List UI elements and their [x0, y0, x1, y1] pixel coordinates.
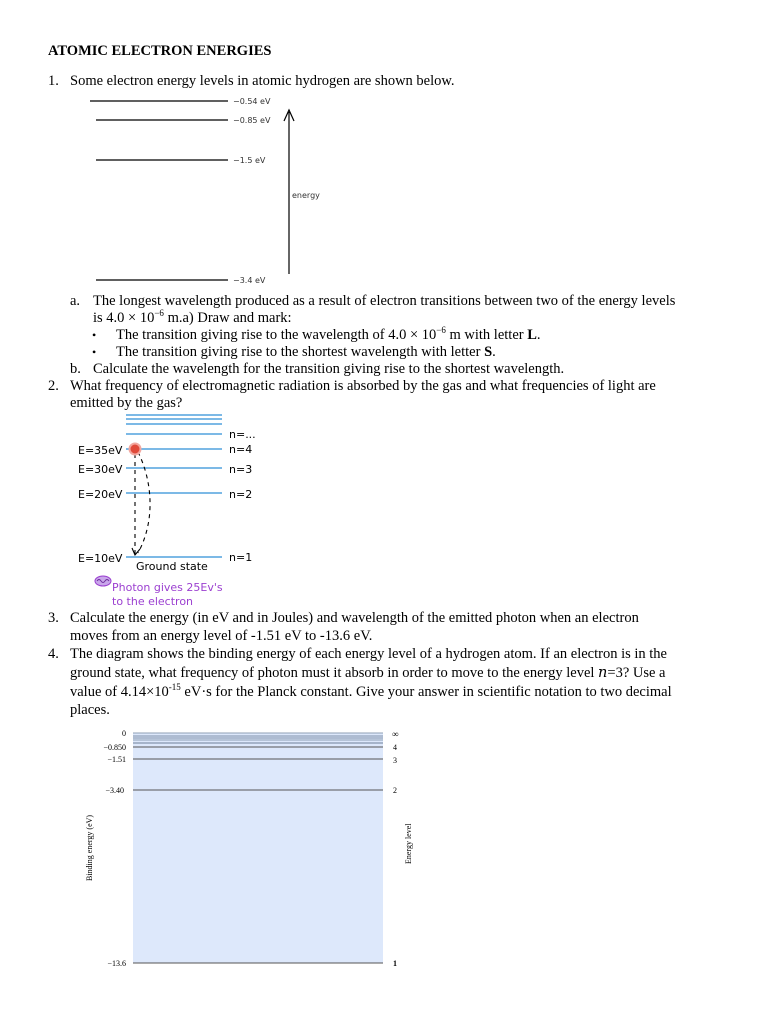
level-1: 1 [393, 959, 397, 968]
question-2-line2: emitted by the gas? [70, 395, 183, 411]
q1a-bullet1: The transition giving rise to the wavelength of $4.0 \times 10^{-6}$ m with letter L. [116, 325, 541, 343]
question-3-line2: moves from an energy level of -1.51 eV to -13.6 eV. [70, 628, 373, 644]
energy-region-fill [133, 733, 383, 963]
level-label-085: −0.85 eV [233, 116, 271, 125]
n-label-3: n=3 [229, 463, 253, 476]
question-1-text: Some electron energy levels in atomic hydrogen are shown below. [70, 73, 455, 89]
q2-energy-level-diagram [74, 410, 274, 610]
n-label-2: n=2 [229, 488, 253, 501]
question-1-number: 1. [48, 73, 59, 89]
level-3: 3 [393, 756, 397, 765]
value-136: −13.6 [107, 959, 126, 968]
n-label-1: n=1 [229, 551, 253, 564]
level-label-15: −1.5 eV [233, 156, 266, 165]
energy-label-30: E=30eV [78, 463, 123, 476]
electron-dot [130, 444, 141, 455]
energy-label-35: E=35eV [78, 444, 123, 457]
q1b-label: b. [70, 361, 81, 377]
energy-label-10: E=10eV [78, 552, 123, 565]
question-2-line1: What frequency of electromagnetic radiation is absorbed by the gas and what frequencies of light are [70, 378, 656, 394]
question-3-number: 3. [48, 610, 59, 626]
energy-level-axis-label: Energy level [404, 823, 413, 864]
level-label-054: −0.54 eV [233, 97, 271, 106]
question-2-number: 2. [48, 378, 59, 394]
level-inf: ∞ [392, 729, 399, 739]
energy-label-20: E=20eV [78, 488, 123, 501]
question-4-line2: ground state, what frequency of photon must it absorb in order to move to the energy level n=3? Use a [70, 665, 666, 681]
q1b-text: Calculate the wavelength for the transition giving rise to the shortest wavelength. [93, 361, 565, 377]
question-4-line3: value of $4.14\times 10^{-15}$ eV·s for the Planck constant. Give your answer in scientific notation to two decimal [70, 682, 672, 700]
value-0850: −0.850 [103, 743, 126, 752]
level-2: 2 [393, 786, 397, 795]
page-title: ATOMIC ELECTRON ENERGIES [48, 43, 272, 59]
question-4-number: 4. [48, 646, 59, 662]
q1a-label: a. [70, 293, 81, 309]
level-label-34: −3.4 eV [233, 276, 266, 285]
value-0: 0 [122, 729, 126, 738]
photon-text-line2: to the electron [112, 595, 194, 608]
n-label-dots: n=... [229, 428, 256, 441]
bullet-1: • [92, 328, 97, 342]
value-151: −1.51 [107, 755, 126, 764]
transition-arrow-head [132, 548, 140, 555]
question-4-line4: places. [70, 702, 110, 718]
level-4: 4 [393, 743, 397, 752]
q4-binding-energy-diagram [80, 726, 420, 971]
question-4-line1: The diagram shows the binding energy of each energy level of a hydrogen atom. If an electron is in the [70, 646, 667, 662]
bullet-2: • [92, 345, 97, 359]
ground-state-label: Ground state [136, 560, 208, 573]
photon-icon [95, 576, 111, 586]
q1-energy-level-diagram [90, 92, 350, 288]
binding-energy-axis-label: Binding energy (eV) [85, 814, 94, 881]
n-label-4: n=4 [229, 443, 253, 456]
transition-dashed-curve [138, 452, 150, 553]
q1a-line1: The longest wavelength produced as a result of electron transitions between two of the energy levels [93, 293, 676, 309]
question-3-line1: Calculate the energy (in eV and in Joules) and wavelength of the emitted photon when an electron [70, 610, 639, 626]
energy-axis-label: energy [292, 191, 320, 200]
q1a-line2: is $4.0 \times 10^{-6}$ m.a) Draw and mark: [93, 308, 292, 326]
value-340: −3.40 [105, 786, 124, 795]
q1a-bullet2: The transition giving rise to the shortest wavelength with letter S. [116, 344, 496, 360]
photon-text-line1: Photon gives 25Ev's [112, 581, 223, 594]
